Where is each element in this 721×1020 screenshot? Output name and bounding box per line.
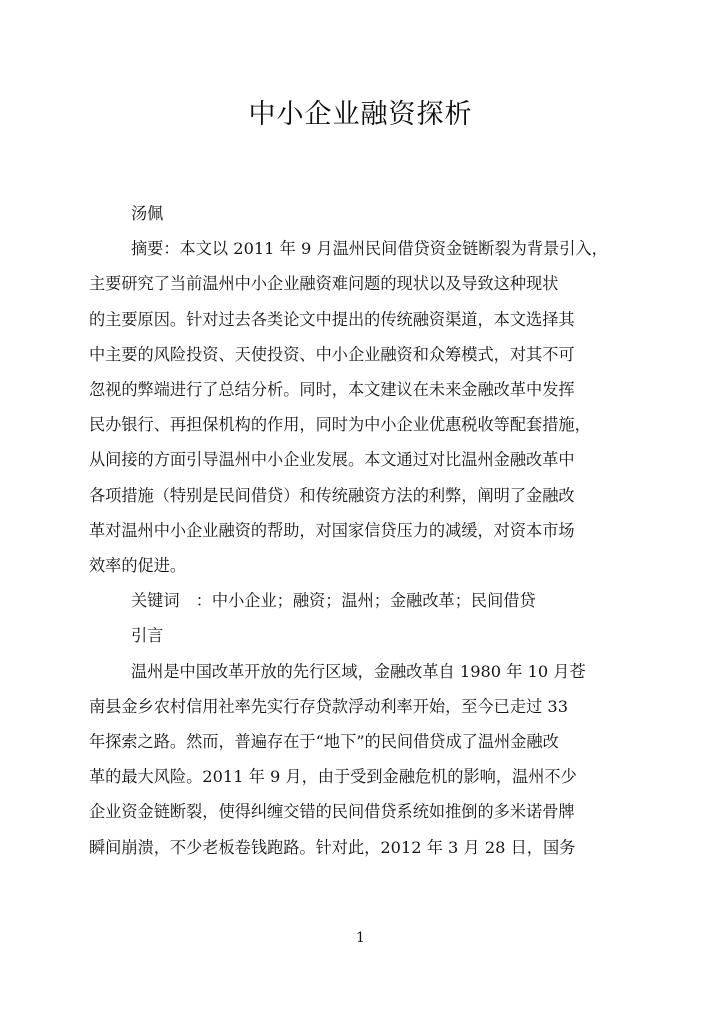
abstract-line: 从间接的方面引导温州中小企业发展。本文通过对比温州金融改革中 <box>89 450 575 470</box>
intro-line: 温州是中国改革开放的先行区域，金融改革自 1980 年 10 月苍 <box>131 661 586 681</box>
intro-line: 瞬间崩溃，不少老板卷钱跑路。针对此，2012 年 3 月 28 日，国务 <box>89 837 576 857</box>
abstract-line: 革对温州中小企业融资的帮助，对国家信贷压力的减缓，对资本市场 <box>89 520 575 540</box>
abstract-line: 各项措施（特别是民间借贷）和传统融资方法的利弊，阐明了金融改 <box>89 485 575 505</box>
abstract-line: 中主要的风险投资、天使投资、中小企业融资和众筹模式，对其不可 <box>89 344 575 364</box>
page-title: 中小企业融资探析 <box>248 99 473 131</box>
page-number: 1 <box>356 930 365 946</box>
abstract-line: 的主要原因。针对过去各类论文中提出的传统融资渠道，本文选择其 <box>89 309 575 329</box>
document-body <box>89 196 634 865</box>
intro-line: 年探索之路。然而，普遍存在于“地下”的民间借贷成了温州金融改 <box>89 732 559 752</box>
abstract-line: 摘要：本文以 2011 年 9 月温州民间借贷资金链断裂为背景引入， <box>131 239 608 259</box>
abstract-line: 效率的促进。 <box>89 556 187 576</box>
author-name: 汤佩 <box>131 204 164 223</box>
abstract-line: 民办银行、再担保机构的作用，同时为中小企业优惠税收等配套措施， <box>89 415 591 435</box>
abstract-line: 忽视的弊端进行了总结分析。同时，本文建议在未来金融改革中发挥 <box>89 380 575 400</box>
intro-line: 南县金乡农村信用社率先实行存贷款浮动利率开始，至今已走过 33 <box>89 696 568 716</box>
keywords-line: 关键词 ：中小企业；融资；温州；金融改革；民间借贷 <box>131 591 536 611</box>
intro-line: 革的最大风险。2011 年 9 月，由于受到金融危机的影响，温州不少 <box>89 767 577 787</box>
section-heading-introduction: 引言 <box>131 626 164 646</box>
abstract-line: 主要研究了当前温州中小企业融资难问题的现状以及导致这种现状 <box>89 274 559 294</box>
intro-line: 企业资金链断裂，使得纠缠交错的民间借贷系统如推倒的多米诺骨牌 <box>89 802 575 822</box>
